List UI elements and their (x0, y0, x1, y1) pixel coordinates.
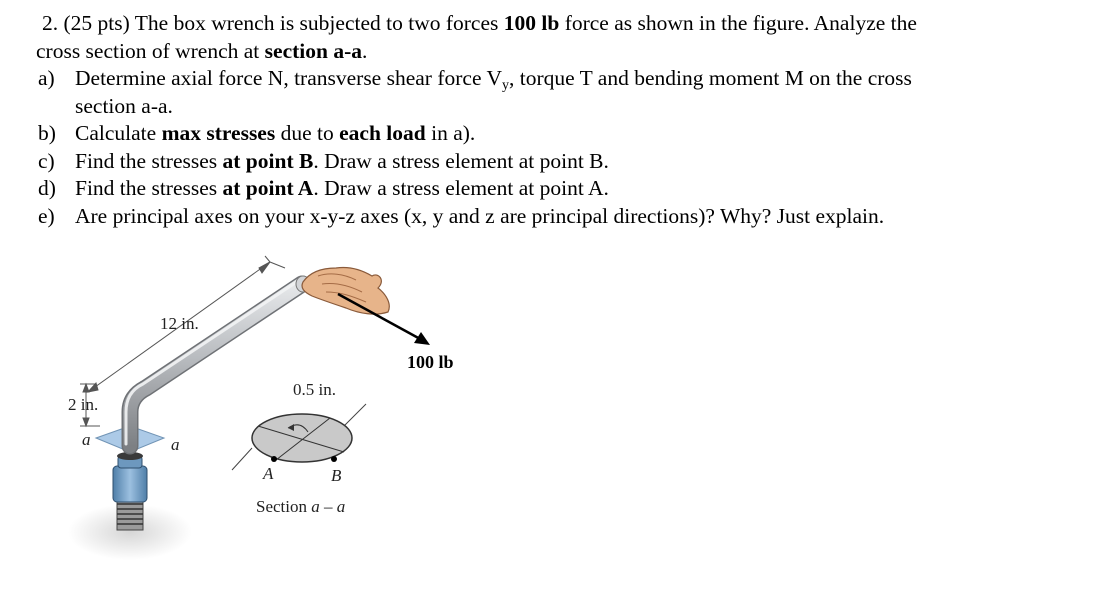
question-c-post: . Draw a stress element at point B. (313, 148, 609, 173)
question-a-continuation: section a-a. (75, 93, 173, 118)
section-caption-a1: a (311, 497, 320, 516)
question-b-bold1: max stresses (161, 121, 276, 145)
cross-section (232, 404, 366, 470)
point-a-marker (271, 456, 277, 462)
question-d-post: . Draw a stress element at point A. (313, 176, 609, 200)
question-c-label: c) (38, 148, 55, 173)
question-c-bold: at point B (222, 148, 314, 173)
question-b-bold2: each load (339, 121, 426, 145)
section-caption-dash: – (319, 497, 337, 516)
section-caption-a2: a (336, 497, 346, 516)
question-e-label: e) (38, 203, 55, 228)
dim-2in-label: 2 in. (68, 395, 99, 414)
problem-intro-text: (25 pts) The box wrench is subjected to two forces (63, 11, 499, 35)
question-a-label: a) (38, 66, 55, 90)
question-d-text: Find the stresses (75, 176, 223, 200)
problem-number: 2. (42, 11, 59, 35)
question-b-mid: due to (275, 121, 340, 145)
question-a-text: Determine axial force N, transverse shear force V (75, 66, 503, 90)
question-a-text-post: , torque T and bending moment M on the cross (509, 66, 912, 90)
intro-line2-period: . (362, 38, 368, 63)
threaded-bolt (117, 500, 143, 530)
force-label: 100 lb (407, 352, 454, 372)
question-c-text: Find the stresses (75, 148, 223, 173)
question-e-text: Are principal axes on your x-y-z axes (x, y and z are principal directions)? Why? Just explain. (75, 203, 885, 228)
section-caption (256, 497, 345, 517)
point-b-marker (331, 456, 337, 462)
point-b-label: B (331, 466, 342, 485)
dim-12in-label: 12 in. (160, 314, 199, 333)
section-label-bold: section a-a (264, 38, 362, 63)
question-d-bold: at point A (222, 176, 314, 200)
dim-diameter-label: 0.5 in. (293, 380, 336, 399)
subscript-y: y (502, 78, 510, 93)
question-b-text: Calculate (75, 121, 162, 145)
socket (113, 452, 147, 502)
problem-intro-rest: force as shown in the figure. Analyze the (564, 11, 917, 35)
section-mark-a-right: a (171, 435, 180, 454)
question-b-post: in a). (425, 121, 476, 145)
problem-force-value: 100 lb (503, 11, 560, 35)
question-d-label: d) (38, 176, 56, 200)
section-ellipse (252, 414, 352, 462)
intro-line2-text: cross section of wrench at (36, 38, 260, 63)
point-a-label: A (263, 464, 274, 483)
section-caption-text: Section (256, 497, 312, 516)
hand (302, 267, 389, 314)
section-mark-a-left: a (82, 430, 91, 449)
question-b-label: b) (38, 121, 56, 145)
